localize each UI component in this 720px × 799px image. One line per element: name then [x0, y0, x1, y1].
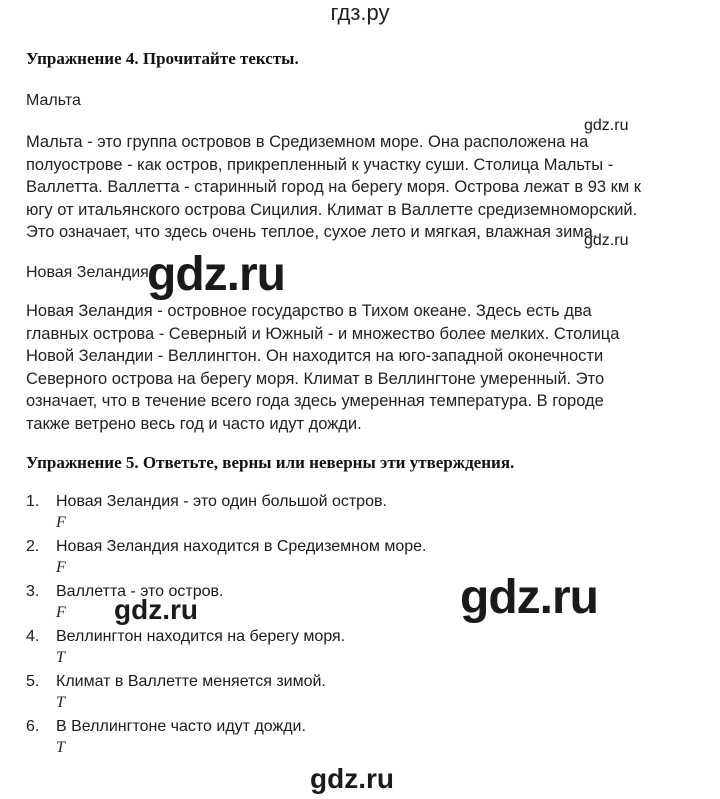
- answer-value: T: [56, 649, 65, 666]
- watermark: gdz.ru: [584, 232, 629, 249]
- item-number: 2.: [26, 538, 40, 555]
- watermark: gdz.ru: [147, 248, 285, 301]
- exercise-4-heading: Упражнение 4. Прочитайте тексты.: [26, 49, 299, 68]
- newzealand-line: Северного острова на берегу моря. Климат в Веллингтоне умеренный. Это: [26, 369, 605, 388]
- malta-line: полуострове - как остров, прикрепленный к участку суши. Столица Мальты -: [26, 155, 614, 174]
- item-number: 3.: [26, 583, 40, 600]
- statement-text: Новая Зеландия - это один большой остров.: [56, 493, 387, 510]
- newzealand-paragraph: [26, 300, 696, 435]
- statement-text: Валлетта - это остров.: [56, 583, 224, 600]
- item-number: 6.: [26, 718, 40, 735]
- malta-line: югу от итальянского острова Сицилия. Климат в Валлетте средиземноморский.: [26, 200, 638, 219]
- answer-value: T: [56, 694, 65, 711]
- malta-title: Мальта: [26, 92, 81, 109]
- malta-paragraph: [26, 131, 696, 244]
- newzealand-title: Новая Зеландия: [26, 264, 149, 281]
- statement-text: Новая Зеландия находится в Средиземном море.: [56, 538, 427, 555]
- exercise-5-heading: Упражнение 5. Ответьте, верны или неверны эти утверждения.: [26, 453, 515, 472]
- answer-value: F: [56, 604, 66, 621]
- statement-text: Веллингтон находится на берегу моря.: [56, 628, 346, 645]
- watermark: gdz.ru: [460, 571, 598, 624]
- item-number: 4.: [26, 628, 40, 645]
- statement-text: Климат в Валлетте меняется зимой.: [56, 673, 326, 690]
- malta-line: Валлетта. Валлетта - старинный город на берегу моря. Острова лежат в 93 км к: [26, 178, 642, 196]
- newzealand-line: Новой Зеландии - Веллингтон. Он находится на юго-западной оконечности: [26, 347, 604, 365]
- statement-text: В Веллингтоне часто идут дожди.: [56, 718, 306, 735]
- answer-value: T: [56, 739, 65, 756]
- item-number: 5.: [26, 673, 40, 690]
- newzealand-line: также ветрено весь год и часто идут дожди.: [26, 414, 362, 433]
- newzealand-line: означает, что в течение всего года здесь умеренная температура. В городе: [26, 392, 604, 410]
- site-header[interactable]: гдз.ру: [330, 0, 390, 25]
- newzealand-line: главных острова - Северный и Южный - и множество более мелких. Столица: [26, 324, 620, 343]
- watermark: gdz.ru: [114, 594, 198, 625]
- malta-line: Мальта - это группа островов в Средиземном море. Она расположена на: [26, 133, 589, 151]
- malta-line: Это означает, что здесь очень теплое, сухое лето и мягкая, влажная зима.: [26, 223, 598, 241]
- item-number: 1.: [26, 493, 40, 510]
- watermark: gdz.ru: [584, 117, 629, 134]
- watermark: gdz.ru: [310, 763, 394, 794]
- answer-value: F: [56, 514, 66, 531]
- newzealand-line: Новая Зеландия - островное государство в Тихом океане. Здесь есть два: [26, 302, 592, 320]
- answer-value: F: [56, 559, 66, 576]
